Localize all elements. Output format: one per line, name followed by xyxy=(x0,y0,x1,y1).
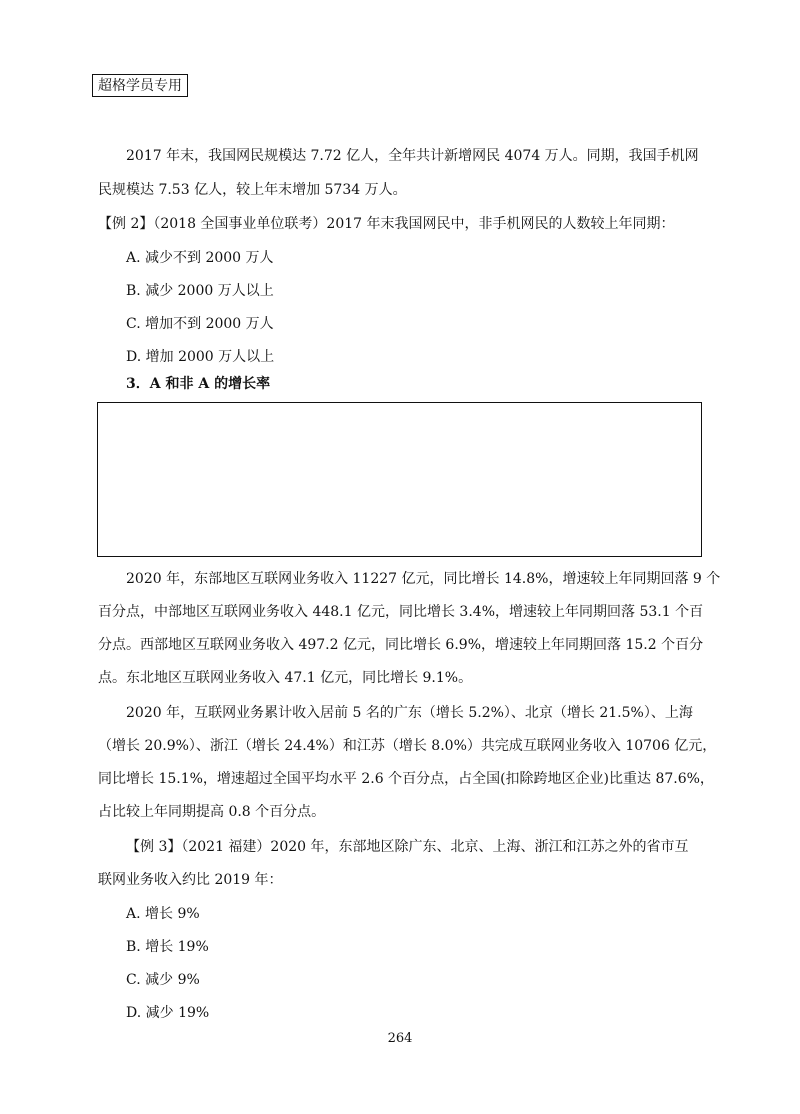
option-d: D. 减少 19% xyxy=(126,1005,210,1021)
option-c: C. 减少 9% xyxy=(126,972,200,988)
question-stem: 【例 2】（2018 全国事业单位联考）2017 年末我国网民中，非手机网民的人数较上年同期： xyxy=(98,216,675,232)
paragraph-line: 百分点，中部地区互联网业务收入 448.1 亿元，同比增长 3.4%，增速较上年同期回落 53.1 个百 xyxy=(98,604,704,620)
page-number: 264 xyxy=(387,1031,413,1046)
option-b: B. 减少 2000 万人以上 xyxy=(126,283,274,299)
paragraph-line: 占比较上年同期提高 0.8 个百分点。 xyxy=(98,804,326,820)
option-b: B. 增长 19% xyxy=(126,939,209,955)
question-stem: 【例 3】（2021 福建）2020 年，东部地区除广东、北京、上海、浙江和江苏之外的省市互 xyxy=(126,839,689,855)
option-a: A. 增长 9% xyxy=(126,906,200,922)
question-stem: 联网业务收入约比 2019 年： xyxy=(98,872,283,888)
blank-note-box xyxy=(97,402,702,557)
paragraph-line: 2020 年，东部地区互联网业务收入 11227 亿元，同比增长 14.8%，增速较上年同期回落 9 个 xyxy=(126,571,721,587)
paragraph-line: 点。东北地区互联网业务收入 47.1 亿元，同比增长 9.1%。 xyxy=(98,670,473,686)
paragraph-line: （增长 20.9%）、浙江（增长 24.4%）和江苏（增长 8.0%）共完成互联网业务收入 10706 亿元， xyxy=(98,738,717,754)
paragraph-line: 2017 年末，我国网民规模达 7.72 亿人，全年共计新增网民 4074 万人。同期，我国手机网 xyxy=(126,148,699,164)
section-heading: 3．A 和非 A 的增长率 xyxy=(126,376,271,392)
paragraph-line: 民规模达 7.53 亿人，较上年末增加 5734 万人。 xyxy=(98,182,407,198)
paragraph-line: 同比增长 15.1%，增速超过全国平均水平 2.6 个百分点，占全国(扣除跨地区企业)比重达 87.6%， xyxy=(98,771,714,787)
option-a: A. 减少不到 2000 万人 xyxy=(126,250,274,266)
paragraph-line: 2020 年，互联网业务累计收入居前 5 名的广东（增长 5.2%）、北京（增长 21.5%）、上海 xyxy=(126,705,693,721)
trainee-only-tag: 超格学员专用 xyxy=(92,74,188,97)
option-c: C. 增加不到 2000 万人 xyxy=(126,316,274,332)
option-d: D. 增加 2000 万人以上 xyxy=(126,349,275,365)
paragraph-line: 分点。西部地区互联网业务收入 497.2 亿元，同比增长 6.9%，增速较上年同期回落 15.2 个百分 xyxy=(98,637,704,653)
